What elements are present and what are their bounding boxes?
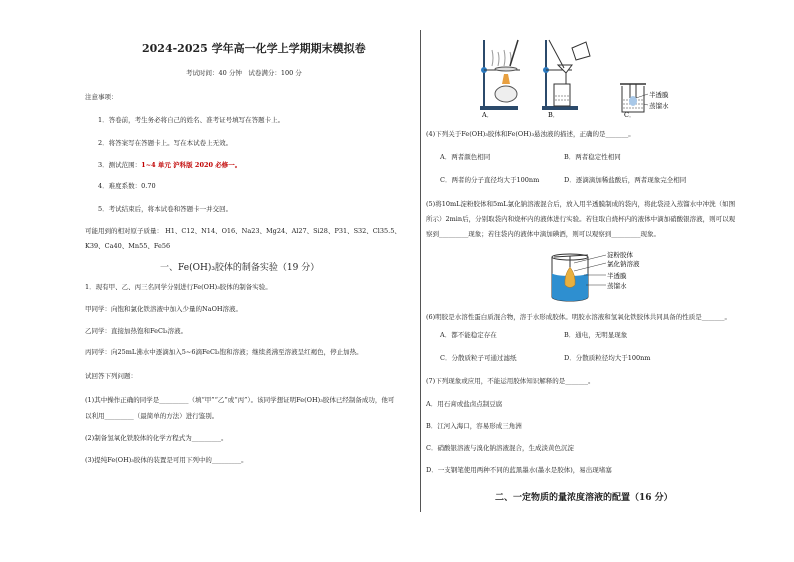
q4-option-d: D．逐滴滴加稀盐酸后，两者现象完全相同 [564,176,687,184]
label-b: B． [548,111,560,119]
notice-1: 1．答卷前，考生务必将自己的姓名、准考证号填写在答题卡上。 [98,116,285,124]
q1-jia: 甲同学：向饱和氯化铁溶液中加入少量的NaOH溶液。 [85,305,243,313]
q7-option-b: B．江河入海口，容易形成三角洲 [426,422,522,430]
q5-line-3: 察到_________现象；若往袋内的液体中滴加碘酒，则可以观察到_________现象。 [426,230,660,238]
q7-option-d: D．一支钢笔使用两种不同的蓝黑墨水(墨水是胶体)，易出现堵塞 [426,466,612,474]
q7-option-a: A．用石膏或盐卤点制豆腐 [426,400,503,408]
q1-part1b: 以利用_________（最简单的方法）进行鉴别。 [85,412,219,420]
section-1-heading: 一、Fe(OH)₃胶体的制备实验（19 分） [160,263,320,273]
q6-option-c: C．分散质粒子可通过滤纸 [440,354,517,362]
q1-bing: 丙同学：向25mL沸水中逐滴加入5~6滴FeCl₃饱和溶液；继续煮沸至溶液呈红褐色，停止加热。 [85,348,363,356]
filtration-apparatus [542,40,590,110]
atomic-masses-1: 可能用到的相对原子质量： H1、C12、N14、O16、Na23、Mg24、Al27、Si28、P31、S32、Cl35.5、 [85,227,401,235]
q6-option-a: A．都不能稳定存在 [440,331,497,339]
q4-stem: (4)下列关于Fe(OH)₃胶体和Fe(OH)₃悬浊液的描述，正确的是_______。 [426,130,635,138]
notice-5: 5．考试结束后，将本试卷和答题卡一并交回。 [98,205,233,213]
label-starch: 淀粉胶体 [607,251,633,259]
q7-option-c: C．硝酸银溶液与溴化钠溶液混合，生成淡黄色沉淀 [426,444,574,452]
label-nacl: 氯化钠溶液 [607,260,640,268]
q4-option-b: B．两者稳定性相同 [564,153,621,161]
apparatus-figure [480,38,720,118]
q6-option-b: B．通电，无明显现象 [564,331,628,339]
q6-option-d: D．分散质粒径均大于100nm [564,354,651,362]
q7-stem: (7)下列现象或应用，不能运用胶体知识解释的是_______。 [426,377,595,385]
evaporation-apparatus [480,40,520,110]
page-title: 2024-2025 学年高一化学上学期期末模拟卷 [142,42,366,55]
label-water: 蒸馏水 [649,102,669,110]
label-a: A． [482,111,494,119]
label-c: C． [624,111,636,119]
q1-part3: (3)提纯Fe(OH)₃胶体的装置是可用下列中的_________。 [85,456,248,464]
q5-line-1: (5)将10mL淀粉胶体和5mL氯化钠溶液混合后，放入用半透膜制成的袋内，将此袋浸入蒸馏水中冲洗（如图 [426,200,736,208]
notice-4: 4．难度系数：0.70 [98,182,156,190]
label-membrane: 半透膜 [649,91,669,99]
dialysis-apparatus [620,84,669,112]
q1-prompt: 试回答下列问题： [85,372,137,380]
notice-3-label: 3．测试范围： [98,161,142,169]
column-divider [420,30,421,512]
exam-info: 考试时间：40 分钟 试卷满分：100 分 [186,69,302,77]
q1-intro: 1．现有甲、乙、丙三名同学分别进行Fe(OH)₃胶体的制备实验。 [85,283,272,291]
atomic-masses-2: K39、Ca40、Mn55、Fe56 [85,242,171,250]
notice-heading: 注意事项： [85,93,118,101]
section-2-heading: 二、一定物质的量浓度溶液的配置（16 分） [495,493,673,503]
q6-stem: (6)明胶是水溶性蛋白质混合物，溶于水形成胶体。明胶水溶液和氢氧化铁胶体共同具备的性质是_______。 [426,313,731,321]
q1-part2: (2)制备氢氧化铁胶体的化学方程式为_________。 [85,434,228,442]
notice-3 [98,161,241,170]
dialysis-bag-figure [550,249,670,303]
notice-2: 2．将答案写在答题卡上。写在本试卷上无效。 [98,139,233,147]
q1-part1a: (1)其中操作正确的同学是_________（填“甲”“乙”或“丙”）。该同学想证明Fe(OH)₃胶体已经制备成功，他可 [85,396,395,404]
q5-line-2: 所示）2min后，分别取袋内和烧杯内的液体进行实验。若往取自烧杯内的液体中滴加硝酸银溶液，则可以观 [426,215,736,223]
q4-option-a: A．两者颜色相同 [440,153,491,161]
label-water-2: 蒸馏水 [607,282,627,290]
q4-option-c: C．两者的分子直径均大于100nm [440,176,540,184]
notice-3-range: 1~4 单元 沪科版 2020 必修一。 [141,161,242,169]
q1-yi: 乙同学：直接加热饱和FeCl₃溶液。 [85,327,188,335]
label-membrane-2: 半透膜 [607,272,627,280]
